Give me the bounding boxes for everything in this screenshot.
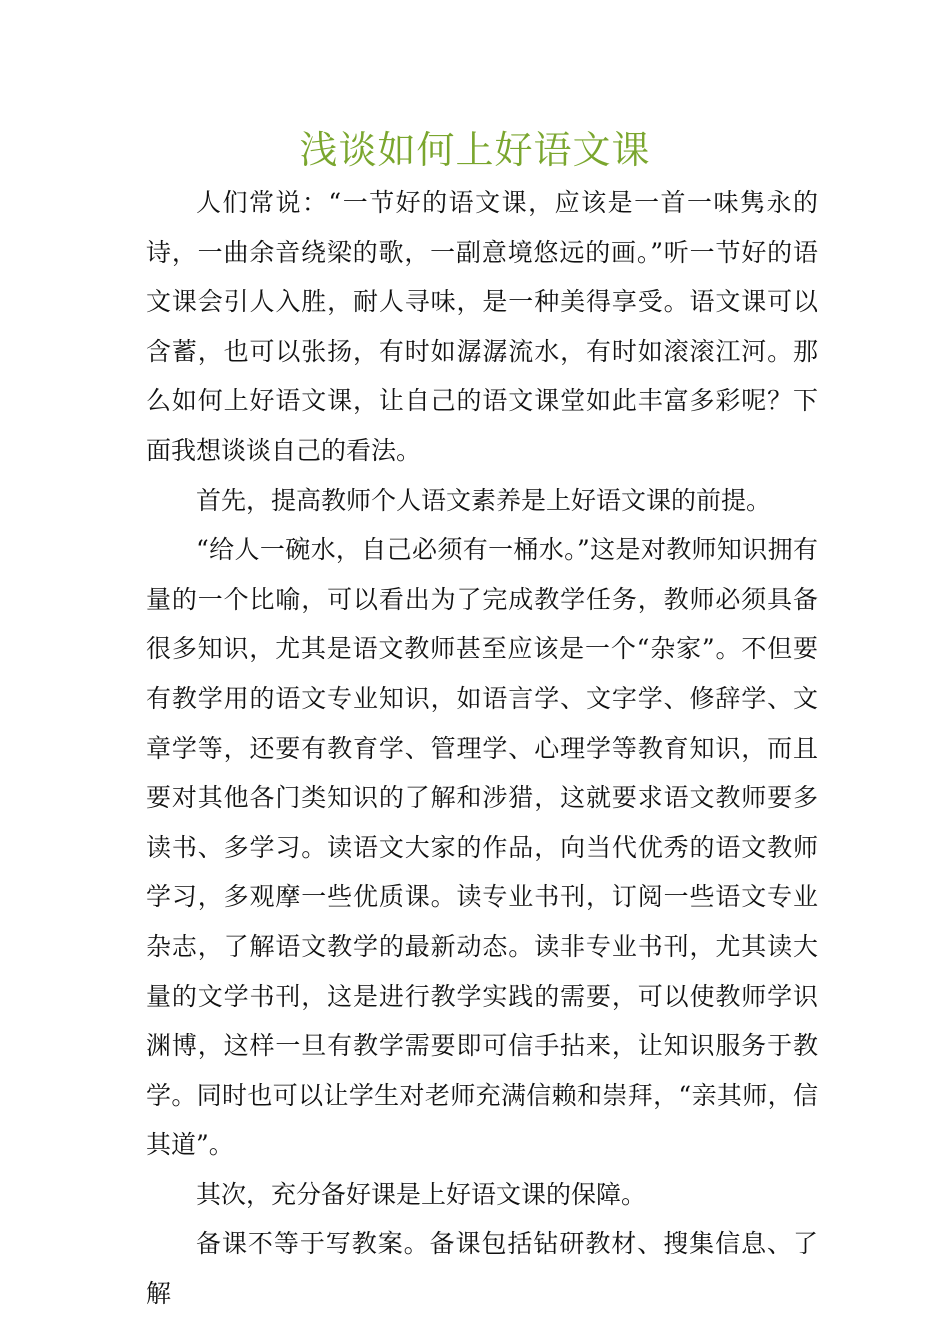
- paragraph-point-two: 其次，充分备好课是上好语文课的保障。: [196, 1179, 647, 1209]
- paragraph-point-one: 首先，提高教师个人语文素养是上好语文课的前提。: [196, 485, 772, 515]
- paragraph-intro: 人们常说：“一节好的语文课，应该是一首一味隽永的诗，一曲余音绕梁的歌，一副意境悠远的画。”听一节好的语文课会引人入胜，耐人寻味，是一种美得享受。语文课可以含蓄，也可以张扬，有时如潺潺流水，有时如滚滚江河。那么如何上好语文课，让自己的语文课堂如此丰富多彩呢？下面我想谈谈自己的看法。: [146, 188, 818, 465]
- paragraph-knowledge: “给人一碗水，自己必须有一桶水。”这是对教师知识拥有量的一个比喻，可以看出为了完成教学任务，教师必须具备很多知识，尤其是语文教师甚至应该是一个“杂家”。不但要有教学用的语文专业知识，如语言学、文字学、修辞学、文章学等，还要有教育学、管理学、心理学等教育知识，而且要对其他各门类知识的了解和涉猎，这就要求语文教师要多读书、多学习。读语文大家的作品，向当代优秀的语文教师学习，多观摩一些优质课。读专业书刊，订阅一些语文专业杂志，了解语文教学的最新动态。读非专业书刊，尤其读大量的文学书刊，这是进行教学实践的需要，可以使教师学识渊博，这样一旦有教学需要即可信手拈来，让知识服务于教学。同时也可以让学生对老师充满信赖和崇拜，“亲其师，信其道”。: [146, 535, 818, 1160]
- document-title: 浅谈如何上好语文课: [299, 128, 651, 172]
- document-body: [146, 178, 818, 1319]
- paragraph-lesson-prep: 备课不等于写教案。备课包括钻研教材、搜集信息、了解: [146, 1229, 818, 1309]
